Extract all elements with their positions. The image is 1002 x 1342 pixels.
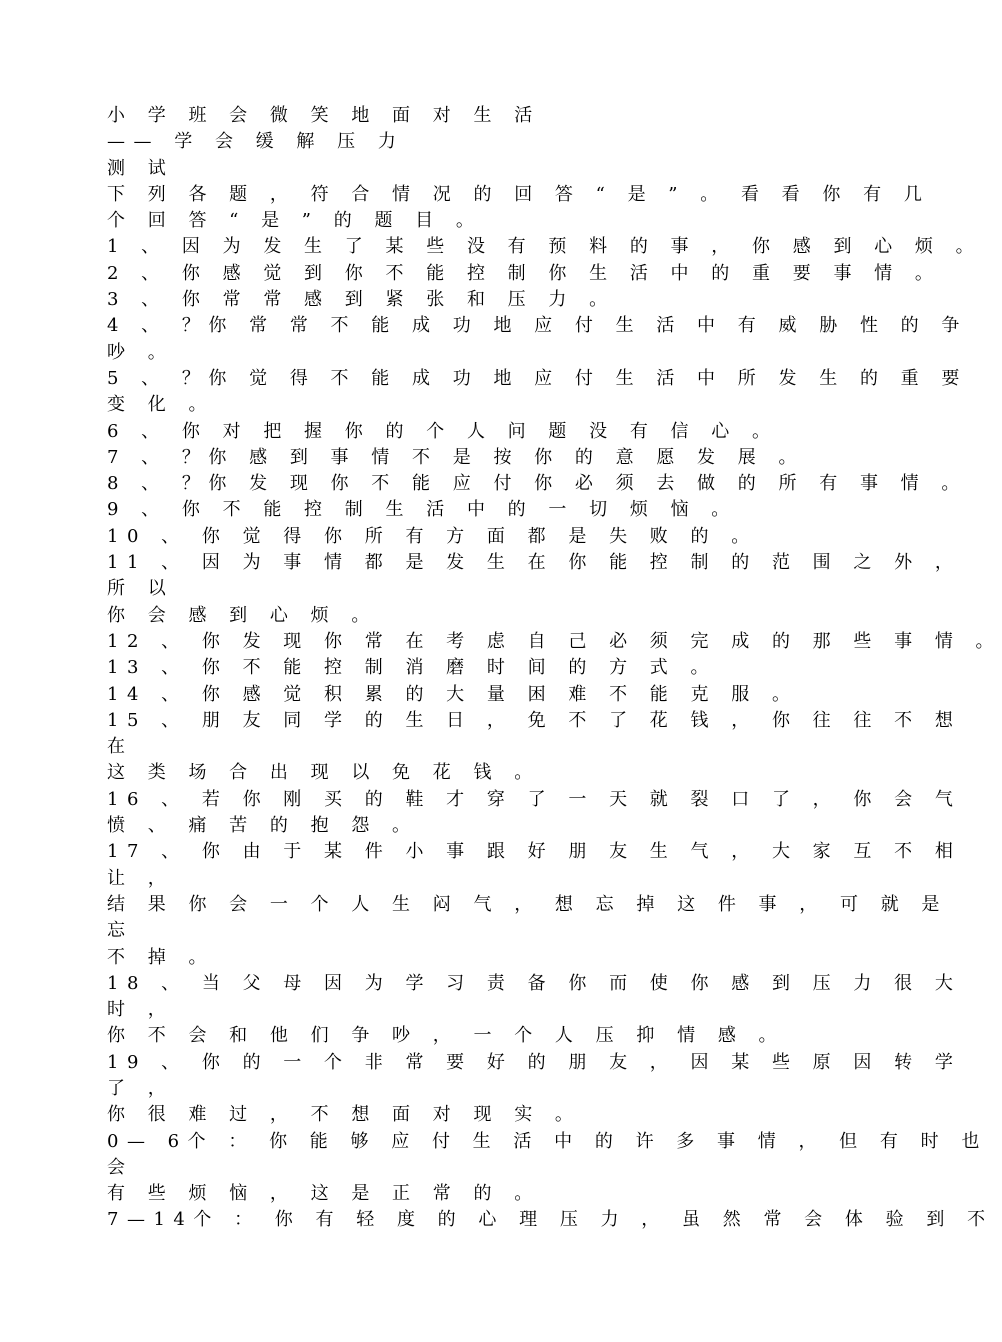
- text-line: 了 ，: [107, 1077, 175, 1099]
- text-line: 下 列 各 题 ， 符 合 情 况 的 回 答 “ 是 ” 。 看 看 你 有 几: [107, 183, 931, 205]
- text-line: 忘: [107, 920, 134, 942]
- text-line: 5 、 ？你 觉 得 不 能 成 功 地 应 付 生 活 中 所 发 生 的 重 要: [107, 367, 968, 389]
- text-line: 12 、 你 发 现 你 常 在 考 虑 自 己 必 须 完 成 的 那 些 事 情 。: [107, 630, 1002, 652]
- text-line: 7—14个 ： 你 有 轻 度 的 心 理 压 力 ， 虽 然 常 会 体 验 到 不: [107, 1209, 994, 1231]
- text-line: —— 学 会 缓 解 压 力: [107, 131, 405, 153]
- text-line: 让 ，: [107, 867, 175, 889]
- text-line: 这 类 场 合 出 现 以 免 花 钱 。: [107, 762, 541, 784]
- text-line: 3 、 你 常 常 感 到 紧 张 和 压 力 。: [107, 289, 616, 311]
- text-line: 时 ，: [107, 999, 175, 1021]
- text-line: 愤 、 痛 苦 的 抱 怨 。: [107, 815, 419, 837]
- text-line: 10 、 你 觉 得 你 所 有 方 面 都 是 失 败 的 。: [107, 525, 758, 547]
- text-line: 7 、 ？你 感 到 事 情 不 是 按 你 的 意 愿 发 展 。: [107, 446, 805, 468]
- text-line: 在: [107, 736, 134, 758]
- text-line: 你 很 难 过 ， 不 想 面 对 现 实 。: [107, 1104, 582, 1126]
- text-line: 11 、 因 为 事 情 都 是 发 生 在 你 能 控 制 的 范 围 之 外 ，: [107, 552, 962, 574]
- text-line: 17 、 你 由 于 某 件 小 事 跟 好 朋 友 生 气 ， 大 家 互 不 相: [107, 841, 962, 863]
- text-line: 你 会 感 到 心 烦 。: [107, 604, 378, 626]
- text-line: 结 果 你 会 一 个 人 生 闷 气 ， 想 忘 掉 这 件 事 ， 可 就 是: [107, 893, 948, 915]
- text-line: 14 、 你 感 觉 积 累 的 大 量 困 难 不 能 克 服 。: [107, 683, 799, 705]
- document-body: [107, 103, 1002, 1234]
- text-line: 16 、 若 你 刚 买 的 鞋 才 穿 了 一 天 就 裂 口 了 ， 你 会 气: [107, 788, 962, 810]
- text-line: 1 、 因 为 发 生 了 某 些 没 有 预 料 的 事 ， 你 感 到 心 烦 。: [107, 236, 983, 258]
- text-line: 所 以: [107, 578, 175, 600]
- text-line: 个 回 答 “ 是 ” 的 题 目 。: [107, 210, 483, 232]
- text-line: 不 掉 。: [107, 946, 215, 968]
- text-line: 2 、 你 感 觉 到 你 不 能 控 制 你 生 活 中 的 重 要 事 情 。: [107, 262, 942, 284]
- text-line: 4 、 ？你 常 常 不 能 成 功 地 应 付 生 活 中 有 威 胁 性 的 争: [107, 315, 968, 337]
- text-line: 吵 。: [107, 341, 175, 363]
- text-line: 9 、 你 不 能 控 制 生 活 中 的 一 切 烦 恼 。: [107, 499, 738, 521]
- text-line: 6 、 你 对 把 握 你 的 个 人 问 题 没 有 信 心 。: [107, 420, 779, 442]
- text-line: 18 、 当 父 母 因 为 学 习 责 备 你 而 使 你 感 到 压 力 很 大: [107, 972, 962, 994]
- text-line: 测 试: [107, 157, 175, 179]
- text-line: 变 化 。: [107, 394, 215, 416]
- text-line: 会: [107, 1156, 134, 1178]
- text-line: 0— 6个 ： 你 能 够 应 付 生 活 中 的 许 多 事 情 ， 但 有 时 也: [107, 1130, 988, 1152]
- text-line: 19 、 你 的 一 个 非 常 要 好 的 朋 友 ， 因 某 些 原 因 转 学: [107, 1051, 962, 1073]
- text-line: 小 学 班 会 微 笑 地 面 对 生 活: [107, 105, 541, 126]
- text-line: 8 、 ？你 发 现 你 不 能 应 付 你 必 须 去 做 的 所 有 事 情 。: [107, 473, 968, 495]
- text-line: 有 些 烦 恼 ， 这 是 正 常 的 。: [107, 1183, 541, 1205]
- text-line: 13 、 你 不 能 控 制 消 磨 时 间 的 方 式 。: [107, 657, 718, 679]
- text-line: 15 、 朋 友 同 学 的 生 日 ， 免 不 了 花 钱 ， 你 往 往 不 想: [107, 709, 962, 731]
- text-line: 你 不 会 和 他 们 争 吵 ， 一 个 人 压 抑 情 感 。: [107, 1025, 786, 1047]
